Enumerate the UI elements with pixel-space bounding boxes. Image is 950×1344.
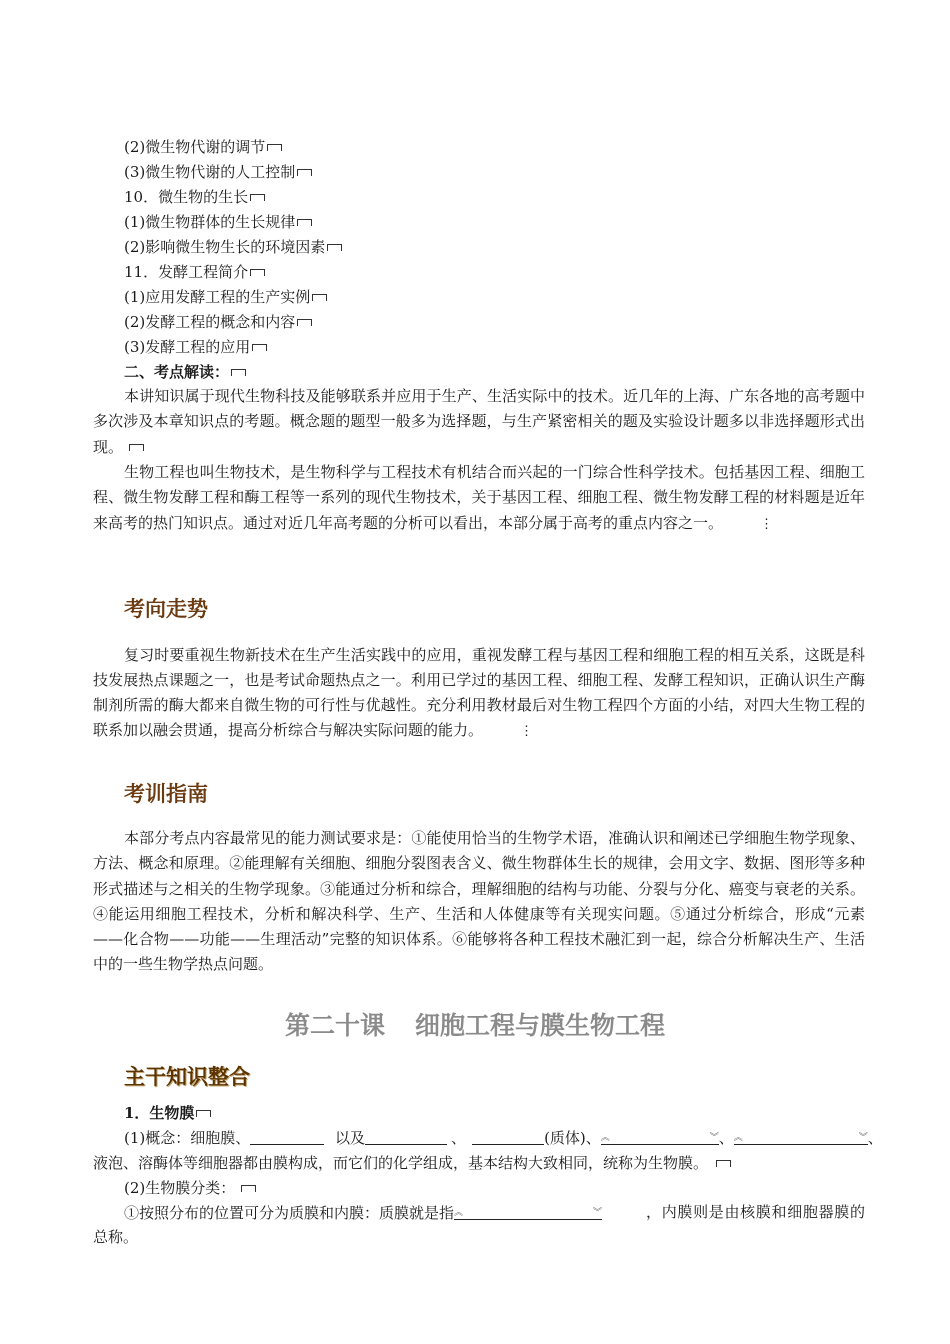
outline-line [124,187,265,207]
outline-line [124,312,312,332]
paragraph-mark-icon [312,294,327,301]
concept-text: 、 [867,1129,883,1147]
outline-line [124,337,267,357]
paragraph-mark-icon [252,344,267,351]
hidden-fill-blank[interactable] [734,1130,868,1145]
outline-line [124,262,265,282]
outline-line [124,212,312,232]
concept-text: 、 [718,1129,734,1147]
paragraph-mark-icon [231,369,246,376]
point-text: ①按照分布的位置可分为质膜和内膜：质膜就是指 [124,1204,455,1222]
blank-close-icon: ︾ [709,1133,719,1143]
outline-text: (2)微生物代谢的调节 [124,138,266,156]
concept-text: 以及 [335,1129,366,1147]
classify-text: (2)生物膜分类： [124,1179,236,1197]
outline-line [124,237,342,257]
outline-text: (1)应用发酵工程的生产实例 [124,288,311,306]
hidden-fill-blank[interactable] [601,1130,719,1145]
exam-points-paragraph-1 [93,384,865,460]
exam-points-heading [124,362,246,382]
outline-text: 11．发酵工程简介 [124,263,249,281]
paragraph-mark-icon [250,269,265,276]
section-heading-trend: 考向走势 [124,597,208,621]
concept-line [124,1128,883,1148]
paragraph-mark-icon [297,169,312,176]
blank-close-icon: ︾ [593,1208,603,1218]
lesson-name: 细胞工程与膜生物工程 [415,1011,666,1040]
exam-points-paragraph-2 [93,460,865,537]
paragraph-text: 本讲知识属于现代生物科技及能够联系并应用于生产、生活实际中的技术。近几年的上海、广东各地的高考题中多次涉及本章知识点的考题。概念题的题型一般多为选择题，与生产紧密相关的题及实验设计题多以非选择题形式出现。 [93,387,865,456]
paragraph-text: 生物工程也叫生物技术，是生物科学与工程技术有机结合而兴起的一门综合性科学技术。包括基因工程、细胞工程、微生物发酵工程和酶工程等一系列的现代生物技术，关于基因工程、细胞工程、微生物发酵工程的材料题是近年来高考的热门知识点。通过对近几年高考题的分析可以看出，本部分属于高考的重点内容之一。 [93,463,865,532]
outline-text: (2)发酵工程的概念和内容 [124,313,296,331]
knowledge-item-1 [124,1103,211,1123]
point-text: ，内膜则是由核膜和细胞器膜的总称。 [93,1203,865,1247]
blank-close-icon: ︾ [858,1133,868,1143]
paragraph-text: 本部分考点内容最常见的能力测试要求是：①能使用恰当的生物学术语，准确认识和阐述已学细胞生物学现象、方法、概念和原理。②能理解有关细胞、细胞分裂图表含义、微生物群体生长的规律，会用文字、数据、图形等多种形式描述与之相关的生物学现象。③能通过分析和综合，理解细胞的结构与功能、分裂与分化、癌变与衰老的关系。④能运用细胞工程技术，分析和解决科学、生产、生活和人体健康等有关现实问题。⑤通过分析综合，形成“元素——化合物——功能——生理活动”完整的知识体系。⑥能够将各种工程技术融汇到一起，综合分析解决生产、生活中的一些生物学热点问题。 [93,829,865,974]
paragraph-mark-icon [267,144,282,151]
paragraph-text: 复习时要重视生物新技术在生产生活实践中的应用，重视发酵工程与基因工程和细胞工程的相互关系，这既是科技发展热点课题之一，也是考试命题热点之一。利用已学过的基因工程、细胞工程、发酵工程知识，正确认识生产酶制剂所需的酶大都来自微生物的可行性与优越性。充分利用教材最后对生物工程四个方面的小结，对四大生物工程的联系加以融会贯通，提高分析综合与解决实际问题的能力。 [93,646,865,739]
outline-text: (1)微生物群体的生长规律 [124,213,296,231]
exam-points-title: 二、考点解读： [124,363,230,381]
section-heading-knowledge: 主干知识整合 [124,1065,250,1089]
outline-text: (3)微生物代谢的人工控制 [124,163,296,181]
outline-line [124,287,327,307]
concept-text: (质体)、 [544,1129,601,1147]
paragraph-mark-icon [716,1160,731,1167]
outline-text: (2)影响微生物生长的环境因素 [124,238,326,256]
outline-line [124,137,282,157]
concept-text: 液泡、溶酶体等细胞器都由膜构成，而它们的化学组成，基本结构大致相同，统称为生物膜。 [93,1154,709,1172]
trend-paragraph [93,643,865,744]
section-heading-guide: 考训指南 [124,782,208,806]
concept-line-2 [93,1153,731,1173]
blank-open-icon: ︽ [733,1133,743,1143]
ellipsis-mark-icon: ⋮ [760,516,774,532]
concept-text: (1)概念：细胞膜、 [124,1129,251,1147]
outline-line [124,162,312,182]
paragraph-mark-icon [129,444,144,451]
point1-paragraph [93,1200,865,1251]
fill-blank[interactable] [365,1130,447,1145]
blank-open-icon: ︽ [454,1208,464,1218]
fill-blank[interactable] [472,1130,544,1145]
paragraph-mark-icon [327,244,342,251]
paragraph-mark-icon [250,194,265,201]
concept-text: 、 [451,1129,467,1147]
lesson-title [0,1010,950,1042]
fill-blank[interactable] [250,1130,324,1145]
paragraph-mark-icon [196,1110,211,1117]
outline-text: 10．微生物的生长 [124,188,249,206]
paragraph-mark-icon [241,1185,256,1192]
ellipsis-mark-icon: ⋮ [520,724,534,739]
lesson-number: 第二十课 [284,1011,385,1040]
guide-paragraph [93,826,865,978]
paragraph-mark-icon [297,319,312,326]
item-text: 1．生物膜 [124,1104,195,1122]
paragraph-mark-icon [297,219,312,226]
classify-line [124,1178,256,1198]
blank-open-icon: ︽ [600,1133,610,1143]
outline-text: (3)发酵工程的应用 [124,338,251,356]
